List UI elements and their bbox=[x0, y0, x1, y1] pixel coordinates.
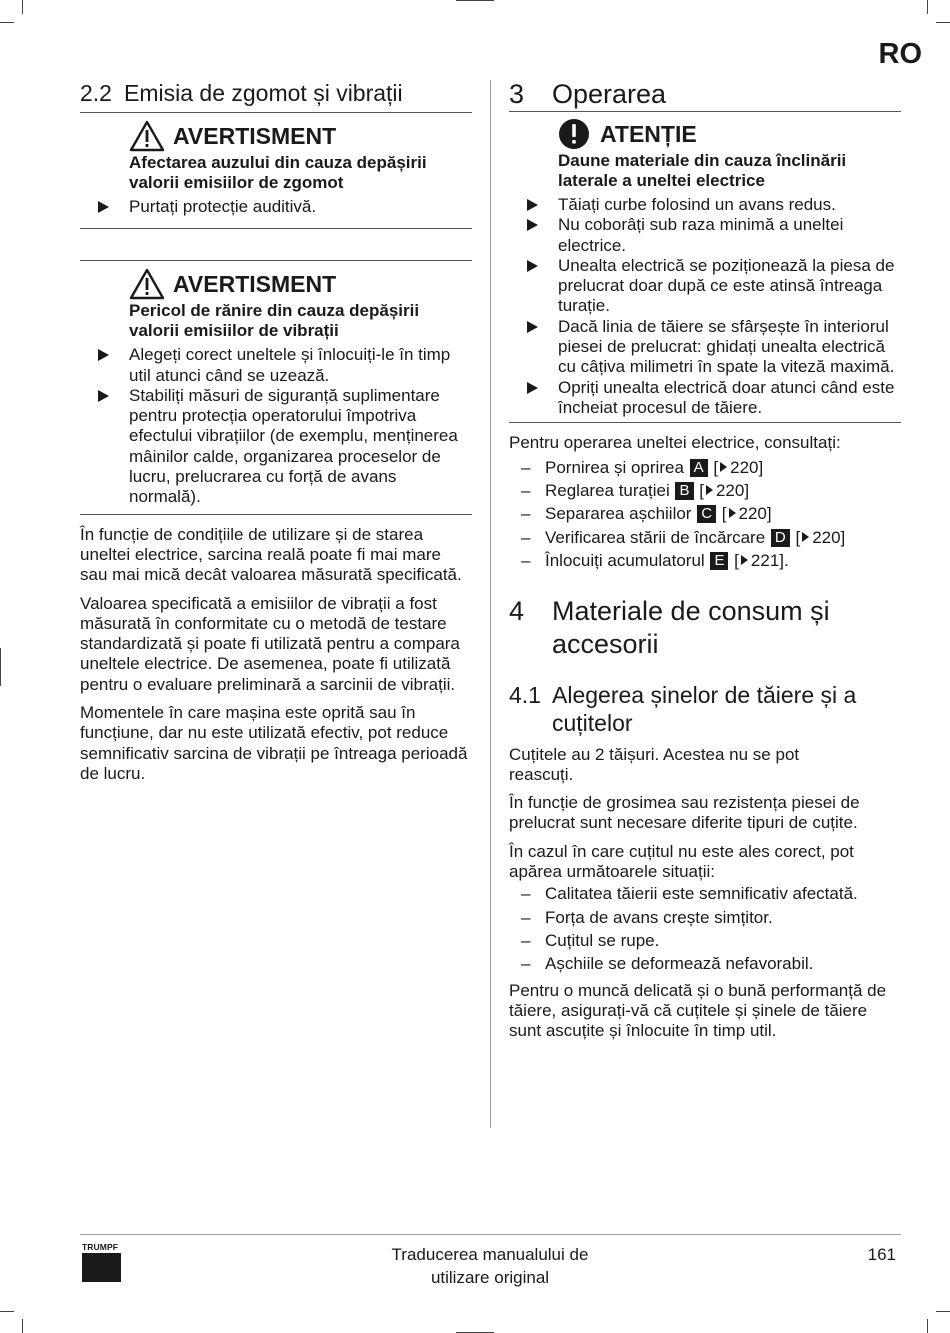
list-item: Purtați protecție auditivă. bbox=[129, 197, 472, 217]
warning-triangle-icon bbox=[129, 268, 165, 300]
figure-key-badge: D bbox=[771, 529, 790, 547]
list-item: Alegeți corect uneltele și înlocuiți-le în timp util atunci când se uzează. bbox=[129, 345, 472, 386]
crop-mark bbox=[0, 22, 14, 23]
crop-mark bbox=[927, 1319, 928, 1333]
bullet-triangle-icon bbox=[98, 201, 109, 213]
exclamation-icon bbox=[558, 118, 590, 150]
arrow-right-icon bbox=[729, 508, 736, 518]
logo-block bbox=[82, 1253, 121, 1282]
caution-subtitle: Daune materiale din cauza înclinării laterale a uneltei electrice bbox=[558, 151, 847, 190]
section-heading-4-1 bbox=[509, 681, 901, 737]
warning-title bbox=[129, 267, 472, 301]
list-item: Dacă linia de tăiere se sfârșește în interiorul piesei de prelucrat: ghidați unealta electrică cu câțiva milimetri în spate la viteză maximă. bbox=[558, 317, 901, 378]
figure-key-badge: C bbox=[697, 505, 716, 523]
crop-mark bbox=[22, 0, 23, 14]
list-item: Opriți unealta electrică doar atunci când este încheiat procesul de tăiere. bbox=[558, 378, 901, 419]
section-title: Alegerea șinelor de tăiere și a cuțitelor bbox=[552, 681, 857, 736]
list-item: – Reglarea turației B [ 220] bbox=[521, 480, 750, 500]
paragraph: În funcție de condițiile de utilizare și de starea uneltei electrice, sarcina reală poate fi mai mare sau mai mică decât valoarea măsurată specificată. bbox=[80, 524, 462, 585]
page-number: 161 bbox=[867, 1245, 896, 1264]
paragraph: În cazul în care cuțitul nu este ales corect, pot apărea următoarele situații: bbox=[509, 841, 854, 882]
column-divider bbox=[490, 80, 491, 1128]
crop-mark bbox=[0, 1311, 14, 1312]
list-item: – Verificarea stării de încărcare D [ 220] bbox=[521, 527, 846, 547]
chapter-heading-3 bbox=[509, 78, 901, 112]
bullet-triangle-icon bbox=[527, 321, 538, 333]
paragraph: Cuțitele au 2 tăișuri. Acestea nu se pot reascuți. bbox=[509, 744, 800, 784]
warning-bullets bbox=[129, 345, 472, 507]
list-item: – Calitatea tăierii este semnificativ afectată. bbox=[521, 884, 858, 904]
chapter-number: 3 bbox=[509, 79, 525, 109]
warning-bullets bbox=[129, 197, 472, 217]
list-item: – Forța de avans crește simțitor. bbox=[521, 907, 773, 927]
page-reference-link[interactable]: 220] bbox=[812, 527, 846, 547]
left-column bbox=[80, 78, 472, 784]
page-reference-link[interactable]: 220] bbox=[738, 504, 772, 524]
warning-subtitle: Afectarea auzului din cauza depășirii valorii emisiilor de zgomot bbox=[129, 153, 427, 192]
list-item: – Așchiile se deformează nefavorabil. bbox=[521, 954, 814, 974]
list-item: – Pornirea și oprirea A [ 220] bbox=[521, 457, 764, 477]
chapter-heading-4 bbox=[509, 595, 901, 661]
bullet-triangle-icon bbox=[98, 349, 109, 361]
warning-triangle-icon bbox=[129, 120, 165, 152]
paragraph: Pentru o muncă delicată și o bună performanță de tăiere, asigurați-vă că cuțitele și șinele de tăiere sunt ascuțite și înlocuite în timp util. bbox=[509, 980, 887, 1041]
figure-key-badge: E bbox=[710, 552, 728, 570]
language-badge: RO bbox=[878, 38, 922, 70]
crop-mark bbox=[0, 648, 1, 686]
arrow-right-icon bbox=[802, 532, 809, 542]
warning-title bbox=[129, 119, 472, 153]
list-item: Nu coborâți sub raza minimă a uneltei electrice. bbox=[558, 215, 901, 256]
figure-key-badge: A bbox=[690, 459, 708, 477]
list-item: Unealta electrică se poziționează la piesa de prelucrat doar după ce este atinsă întreaga turație. bbox=[558, 256, 901, 317]
right-column bbox=[509, 78, 901, 1041]
figure-key-badge: B bbox=[675, 482, 693, 500]
warning-title-text: AVERTISMENT bbox=[173, 270, 337, 297]
bullet-triangle-icon bbox=[527, 219, 538, 231]
crop-mark bbox=[936, 1311, 950, 1312]
logo-text: TRUMPF bbox=[82, 1242, 119, 1252]
list-item: Stabiliți măsuri de siguranță suplimentare pentru protecția operatorului împotriva efectului vibrațiilor (de exemplu, menținerea mâinilor calde, organizarea proceselor de lucru, prelucrarea cu forță de avans normală). bbox=[129, 386, 472, 508]
list-item: – Separarea așchiilor C [ 220] bbox=[521, 504, 772, 524]
crop-mark bbox=[22, 1319, 23, 1333]
arrow-right-icon bbox=[741, 555, 748, 565]
bullet-triangle-icon bbox=[98, 390, 109, 402]
crop-mark bbox=[927, 0, 928, 14]
page-reference-link[interactable]: 220] bbox=[715, 480, 750, 500]
section-title: Emisia de zgomot și vibrații bbox=[124, 80, 403, 106]
operation-links-list bbox=[509, 456, 901, 573]
trumpf-logo bbox=[82, 1243, 121, 1282]
crop-mark bbox=[936, 22, 950, 23]
footer-divider bbox=[80, 1234, 901, 1235]
caution-title-text: ATENȚIE bbox=[600, 120, 697, 147]
bullet-triangle-icon bbox=[527, 382, 538, 394]
paragraph: În funcție de grosimea sau rezistența piesei de prelucrat sunt necesare diferite tipuri de cuțite. bbox=[509, 793, 860, 833]
warning-box-vibration bbox=[80, 260, 472, 514]
list-item: – Înlocuiți acumulatorul E [ 221]. bbox=[521, 551, 789, 571]
paragraph: Momentele în care mașina este oprită sau în funcțiune, dar nu este utilizată efectiv, pot reduce semnificativ sarcina de vibrații pe întreaga perioadă de lucru. bbox=[80, 703, 468, 783]
list-item: – Cuțitul se rupe. bbox=[521, 930, 660, 950]
arrow-right-icon bbox=[720, 462, 727, 472]
arrow-right-icon bbox=[706, 485, 713, 495]
page-reference-link[interactable]: 220] bbox=[730, 457, 764, 477]
bullet-triangle-icon bbox=[527, 199, 538, 211]
list-item: Tăiați curbe folosind un avans redus. bbox=[558, 195, 901, 215]
warning-box-noise bbox=[80, 112, 472, 229]
section-number: 2.2 bbox=[80, 80, 112, 106]
warning-subtitle: Pericol de rănire din cauza depășirii valorii emisiilor de vibrații bbox=[129, 301, 420, 341]
chapter-number: 4 bbox=[509, 595, 525, 626]
footer-caption: Traducerea manualului de utilizare original bbox=[391, 1245, 589, 1287]
paragraph: Valoarea specificată a emisiilor de vibrații a fost măsurată în conformitate cu o metodă de testare standardizată și poate fi utilizată pentru a compara uneltele electrice. De asemenea, poate fi utilizată pentru o evaluare preliminară a sarcinii de vibrații. bbox=[80, 593, 460, 694]
caution-title bbox=[558, 117, 901, 151]
caution-bullets bbox=[558, 195, 901, 418]
chapter-title: Materiale de consum și accesorii bbox=[552, 595, 830, 659]
paragraph: Pentru operarea uneltei electrice, consultați: bbox=[509, 433, 841, 453]
section-heading-2-2 bbox=[80, 78, 472, 108]
section-number: 4.1 bbox=[509, 681, 541, 708]
situations-list bbox=[509, 884, 901, 974]
crop-mark bbox=[456, 0, 494, 1]
bullet-triangle-icon bbox=[527, 260, 538, 272]
warning-title-text: AVERTISMENT bbox=[173, 122, 337, 149]
page-reference-link[interactable]: 221]. bbox=[750, 551, 789, 571]
chapter-title: Operarea bbox=[552, 79, 667, 109]
caution-box bbox=[509, 117, 901, 423]
